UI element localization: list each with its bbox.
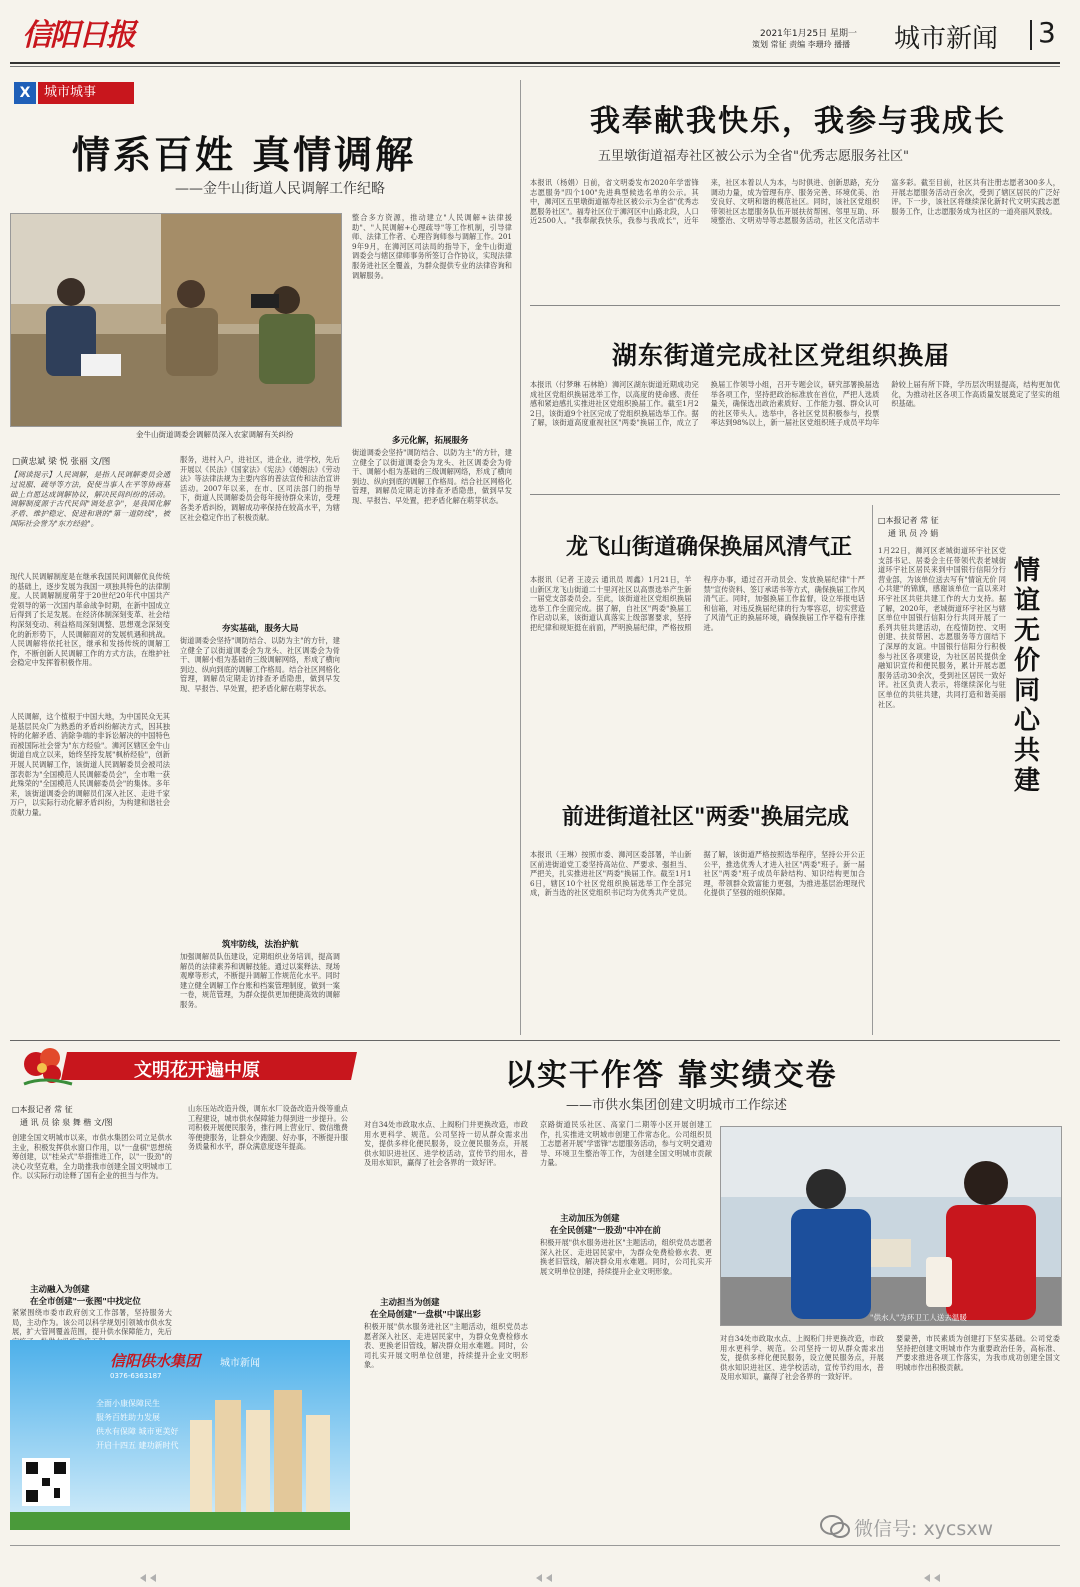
volunteer-body: 本报讯（杨娟）日前，省文明委发布2020年学雷锋志愿服务"四个100"先进典型候选名单的公示。其中，浉河区五里墩街道福寿社区被公示为全省"优秀志愿服务社区"。福寿社区位于浉河区中山路北段，人口近2500人。"我奉献我快乐，我参与我成长"，近年来，社区本着以人为本，与时俱进、创新思路，充分调动力量，成为管理有序、服务完善、环境优美、治安良好、文明和谐的模范社区。同时，该社区党组织带领社区志愿服务队伍开展扶贫帮困、邻里互助、环境整治、文明劝导等志愿服务活动，社区文化活动丰富多彩。截至目前，社区共有注册志愿者300多人，开展志愿服务活动百余次，受到了辖区居民的广泛好评。下一步，该社区将继续深化新时代文明实践志愿服务工作，让志愿服务成为社区的一道亮丽风景线。 (530, 178, 1060, 226)
water-headline: 以实干作答 靠实绩交卷 (505, 1058, 838, 1093)
friendship-byline1: □本报记者 常 征 (878, 516, 939, 525)
wenming-heading1b: 在全市创建"一张图"中找定位 (30, 1297, 141, 1307)
masthead-rule (10, 62, 1060, 64)
mediation-heading-law: 筑牢防线，法治护航 (222, 940, 299, 950)
ad-line-4: 开启十四五 建功新时代 (96, 1441, 179, 1450)
qianjin-body: 本报讯（王琳）按照市委、浉河区委部署，羊山新区前进街道党工委坚持高站位、严要求、强担当、严把关，扎实推进社区"两委"换届工作。截至1月16日，辖区10个社区党组织换届选举工作全部完成，新当选的社区党组织书记均为优秀共产党员。据了解，该街道严格按照选举程序，坚持公开公正公平，推选优秀人才进入社区"两委"班子。新一届社区"两委"班子成员年龄结构、知识结构更加合理，带领群众致富能力更强，为推进基层治理现代化提供了坚强的组织保障。 (530, 850, 865, 898)
ad-line-2: 服务百姓助力发展 (96, 1413, 160, 1422)
wenming-banner (14, 1044, 350, 1090)
water-group-ad (10, 1340, 350, 1530)
mediation-body-col1b: 人民调解，这个植根于中国大地，为中国民众无其是基层民众广为熟悉的矛盾纠纷解决方式，因其独特的化解矛盾、消除争端的非诉讼解决的中国特色而被国际社会誉为"东方经验"。浉河区辖区金牛山街道自成立以来，始终坚持发展"枫桥经验"，创新开展人民调解工作，该街道人民调解委员会被司法部表彰为"全国模范人民调解委员会"，全市唯一获此殊荣的"全国模范人民调解委员会"的集体。多年来，该街道调委会的调解员们深入社区、走进千家万户，以实际行动化解矛盾纠纷，为构建和谐社会贡献力量。 (10, 712, 170, 817)
section-divider (1030, 20, 1032, 50)
wenming-body: 创建全国文明城市以来，市供水集团公司立足供水主业，积极发挥供水窗口作用，以"一盘棋"思想统筹创建，以"桂朵式"举措推进工作，以"一股劲"的决心攻坚克难，全力助推我市创建全国文明城市工作。以实际行动诠释了国有企业的担当与作为。 (12, 1133, 172, 1181)
mediation-photo-caption: 金牛山街道调委会调解员深入农家调解有关纠纷 (136, 430, 294, 439)
column-tag (14, 82, 116, 104)
ad-line-3: 供水有保障 城市更美好 (96, 1427, 179, 1436)
issue-date: 2021年1月25日 星期一 (760, 29, 857, 39)
water-body-col1: 山东压站改造升级，调东水厂设备改造升级等重点工程建设，城市供水保障能力得到进一步提升。公司积极开展便民服务，推行网上营业厅、微信缴费等便捷服务，让群众少跑腿、好办事，不断提升服务质量和水平，群众满意度逐年提高。 (188, 1104, 348, 1152)
ad-brand: 信阳供水集团 (110, 1352, 201, 1370)
water-photo-caption: "供水人"为环卫工人送去温暖 (870, 1313, 967, 1322)
mediation-photo-image (11, 214, 341, 426)
ad-line-1: 全面小康保障民生 (96, 1399, 160, 1408)
wenming-heading1: 主动融入为创建 (30, 1285, 90, 1295)
mediation-heading-diversity: 多元化解，拓展服务 (392, 436, 469, 446)
volunteer-subtitle: 五里墩街道福寿社区被公示为全省"优秀志愿服务社区" (598, 149, 909, 164)
water-heading1b: 在全局创建"一盘棋"中谋出彩 (370, 1310, 481, 1320)
wenming-body2: 紧紧围绕市委市政府创文工作部署，坚持服务大局，主动作为。该公司以科学规划引领城市供水发展，扩大管网覆盖范围，提升供水保障能力，先后 (12, 1308, 172, 1337)
longfei-headline: 龙飞山街道确保换届风清气正 (566, 534, 853, 560)
water-heading1: 主动担当为创建 (380, 1298, 440, 1308)
mediation-subtitle: ——金牛山街道人民调解工作纪略 (175, 181, 385, 197)
masthead-rule-thin (10, 66, 1060, 67)
friendship-headline: 情谊无价 同心共建 (1014, 556, 1041, 796)
footer-rule (10, 1545, 1060, 1546)
newspaper-logo: 信阳日报 (22, 18, 134, 53)
mediation-body-col1: 现代人民调解制度是在继承我国民间调解优良传统的基础上，逐步发展为我国一项独具特色的法律制度。人民调解制度萌芽于20世纪20年代中国共产党领导的第一次国内革命战争时期，在新中国成立后得到了长足发展。在经济体制深刻变革、社会结构深刻变动、利益格局深刻调整、思想观念深刻变化的新形势下，人民调解面对的发展机遇和挑战。人民调解将依托社区，继承和发扬传统的调解工作，不断创新人民调解工作的方式方法，在维护社会稳定中发挥着积极作用。 (10, 572, 170, 668)
column-tag-icon (14, 82, 36, 104)
wechat-id: 微信号: xycsxw (854, 1518, 994, 1540)
friendship-body: 1月22日，浉河区老城街道环宇社区党支部书记、居委会主任带领代表老城街道环宇社区居民来到中国银行信阳分行营业部，为该单位送去写有"情谊无价 同心共建"的锦旗，感谢该单位一直以来对环宇社区共驻共建工作的大力支持。据了解，2020年，老城街道环宇社区与辖区单位中国银行信阳分行共同开展了一系列共驻共建活动，在疫情防控、文明创建、扶贫帮困、志愿服务等方面结下了深厚的友谊。中国银行信阳分行积极参与社区各项建设，为社区居民提供金融知识宣传和便民服务，累计开展志愿服务活动30余次，受到社区居民一致好评。社区负责人表示，将继续深化与驻区单位的共驻共建，共同打造和谐美丽社区。 (878, 546, 1006, 709)
water-subtitle: ——市供水集团创建文明城市工作综述 (566, 1098, 788, 1113)
ad-slogan: 城市新闻 (220, 1358, 260, 1369)
hudong-headline: 湖东街道完成社区党组织换届 (612, 341, 951, 370)
mediation-lead: 【阅读提示】人民调解，是指人民调解委员会通过说服、疏导等方法，促使当事人在平等协商基础上自愿达成调解协议，解决民间纠纷的活动。调解制度源于古代民间"调处息争"，是我国化解矛盾、维护稳定、促进和谐的"第一道防线"，被国际社会誉为"东方经验"。 (10, 470, 170, 528)
water-body-col2: 对自34处市政取水点、上阀粉门井更换改造，市政用水更科学、规范。公司坚持一切从群众需求出发，提供多样化便民服务，设立便民服务点，开展供水知识进社区、进学校活动，宣传节约用水，普及用水知识，赢得了社会各界的一致好评。 (364, 1120, 528, 1168)
page-number: 3 (1038, 16, 1056, 49)
wenming-byline2: 通 讯 员 徐 泉 舞 楷 文/图 (20, 1118, 113, 1127)
mediation-body-col2c: 加强调解员队伍建设，定期组织业务培训，提高调解员的法律素养和调解技能。通过以案释法、现场观摩等形式，不断提升调解工作规范化水平。同时建立健全调解工作台账和档案管理制度，做到一案一卷，规范管理，为群众提供更加便捷高效的调解服务。 (180, 952, 340, 1009)
water-body-col2b: 积极开展"供水服务进社区"主题活动，组织党员志愿者深入社区、走进居民家中，为群众免费检修水表、更换老旧管线，解决群众用水难题。同时，公司扎实开展文明单位创建，持续提升企业文明形象。 (364, 1322, 528, 1370)
bottom-rule (10, 1040, 1060, 1041)
hudong-rule (530, 494, 1060, 495)
x-icon: X (19, 85, 31, 101)
hudong-body: 本报讯（付梦琳 石林艳）浉河区湖东街道近期成功完成社区党组织换届选举工作，以高度的使命感、责任感和紧迫感扎实推进社区党组织换届工作。截至1月22日，该街道9个社区完成了党组织换届选举工作。据了解，该街道高度重视社区"两委"换届工作，成立了换届工作领导小组，召开专题会议，研究部署换届选举各项工作，坚持把政治标准放在首位，严把人选质量关，确保选出政治素质好、工作能力强、群众认可的社区带头人。选举中，各社区党员积极参与，投票率达到98%以上，新一届社区党组织班子成员平均年龄较上届有所下降，学历层次明显提高，结构更加优化，为推动社区各项工作高质量发展奠定了坚实的组织基础。 (530, 380, 1060, 428)
wechat-icon (820, 1514, 850, 1540)
mediation-body-col3: 整合多方资源，推动建立"人民调解+法律援助"、"人民调解+心理疏导"等工作机制，引导律师、法律工作者、心理咨询师参与调解工作。2019年9月，在浉河区司法局的指导下，金牛山街道调委会与辖区律师事务所签订合作协议，实现法律服务进社区全覆盖，为群众提供专业的法律咨询和调解服务。 (352, 213, 512, 280)
water-body-col3: 京路街道民乐社区、高家门二期等小区开展创建工作，扎实推进文明城市创建工作常态化。公司组织员工志愿者开展"学雷锋"志愿服务活动，参与文明交通劝导、环境卫生整治等工作，为创建全国文明城市贡献力量。 (540, 1120, 712, 1168)
column-tag-label: 城市城事 (38, 82, 134, 104)
water-heading2b: 在全民创建"一股劲"中冲在前 (550, 1226, 661, 1236)
section-title: 城市新闻 (894, 24, 999, 54)
footer-dots (140, 1568, 940, 1578)
footer-ornament (140, 1573, 940, 1583)
wenming-byline1: □本报记者 常 征 (12, 1105, 73, 1114)
mediation-byline: □黄忠斌 梁 悦 张丽 文/图 (12, 457, 111, 467)
volunteer-headline: 我奉献我快乐，我参与我成长 (590, 104, 1006, 139)
water-body-col4: 对自34处市政取水点、上阀粉门井更换改造，市政用水更科学、规范。公司坚持一切从群众需求出发，提供多样化便民服务，设立便民服务点，开展供水知识进社区、进学校活动，宣传节约用水，普及用水知识，赢得了社会各界的一致好评。 (720, 1334, 884, 1382)
volunteer-rule (530, 305, 1060, 306)
mediation-headline: 情系百姓 真情调解 (72, 132, 417, 177)
mediation-heading-service: 夯实基础，服务大局 (222, 624, 299, 634)
water-body-col3b: 积极开展"供水服务进社区"主题活动，组织党员志愿者深入社区、走进居民家中，为群众免费检修水表、更换老旧管线，解决群众用水难题。同时，公司扎实开展文明单位创建，持续提升企业文明形象。 (540, 1238, 712, 1276)
water-heading2: 主动加压为创建 (560, 1214, 620, 1224)
mediation-body-col2b: 街道调委会坚持"调防结合、以防为主"的方针，建立健全了以街道调委会为龙头、社区调委会为骨干、调解小组为基础的三级调解网络，形成了横向到边、纵向到底的调解工作格局。结合社区网格化管理，调解员定期走访排查矛盾隐患，做到早发现、早报告、早处置，把矛盾化解在萌芽状态。 (180, 636, 340, 693)
mediation-photo (10, 213, 342, 427)
longfei-body: 本报讯（记者 王凌云 通讯员 周鑫）1月21日，羊山新区龙飞山街道二十里河社区以高票选举产生新一届党支部委员会。至此，该街道社区党组织换届选举工作全面完成。据了解，自社区"两委"换届工作启动以来，该街道认真落实上级部署要求，坚持把纪律和规矩挺在前面，严明换届纪律，严格按照程序办事，通过召开动员会、发放换届纪律"十严禁"宣传资料、签订承诺书等方式，确保换届工作风清气正。同时，加强换届工作监督，设立举报电话和信箱，对违反换届纪律的行为零容忍，切实营造了风清气正的换届环境，确保换届工作平稳有序推进。 (530, 575, 865, 632)
mediation-body-col3b: 街道调委会坚持"调防结合、以防为主"的方针，建立健全了以街道调委会为龙头、社区调委会为骨干、调解小组为基础的三级调解网络，形成了横向到边、纵向到底的调解工作格局。结合社区网格化管理，调解员定期走访排查矛盾隐患，做到早发现、早报告、早处置，把矛盾化解在萌芽状态。 (352, 448, 512, 505)
friendship-separator (872, 505, 873, 1035)
friendship-byline2: 通 讯 员 冷 娟 (888, 529, 939, 538)
masthead (0, 0, 1080, 60)
column-separator (520, 80, 521, 1035)
ad-phone: 0376-6363187 (110, 1372, 162, 1380)
page-editors: 策划 常征 责编 李珊玲 播播 (752, 40, 851, 49)
wenming-banner-label: 文明花开遍中原 (134, 1060, 260, 1081)
qianjin-headline: 前进街道社区"两委"换届完成 (562, 804, 849, 830)
water-body-col5: 要蒙善，市民素质为创建打下坚实基础。公司党委坚持把创建文明城市作为重要政治任务，高标准、严要求推进各项工作落实，为我市成功创建全国文明城市作出积极贡献。 (896, 1334, 1060, 1372)
water-photo-image (721, 1127, 1061, 1325)
mediation-body-col2: 服务，进村入户，进社区，进企业，进学校，先后开展以《民法》《国家法》《宪法》《婚姻法》《劳动法》等法律法规为主要内容的普法宣传和法治宣讲活动。2007年以来，在市、区司法部门的指导下，街道人民调解委员会每年接待群众来访，受理各类矛盾纠纷，调解成功率保持在较高水平，为辖区社会稳定作出了积极贡献。 (180, 455, 340, 522)
water-photo (720, 1126, 1062, 1326)
